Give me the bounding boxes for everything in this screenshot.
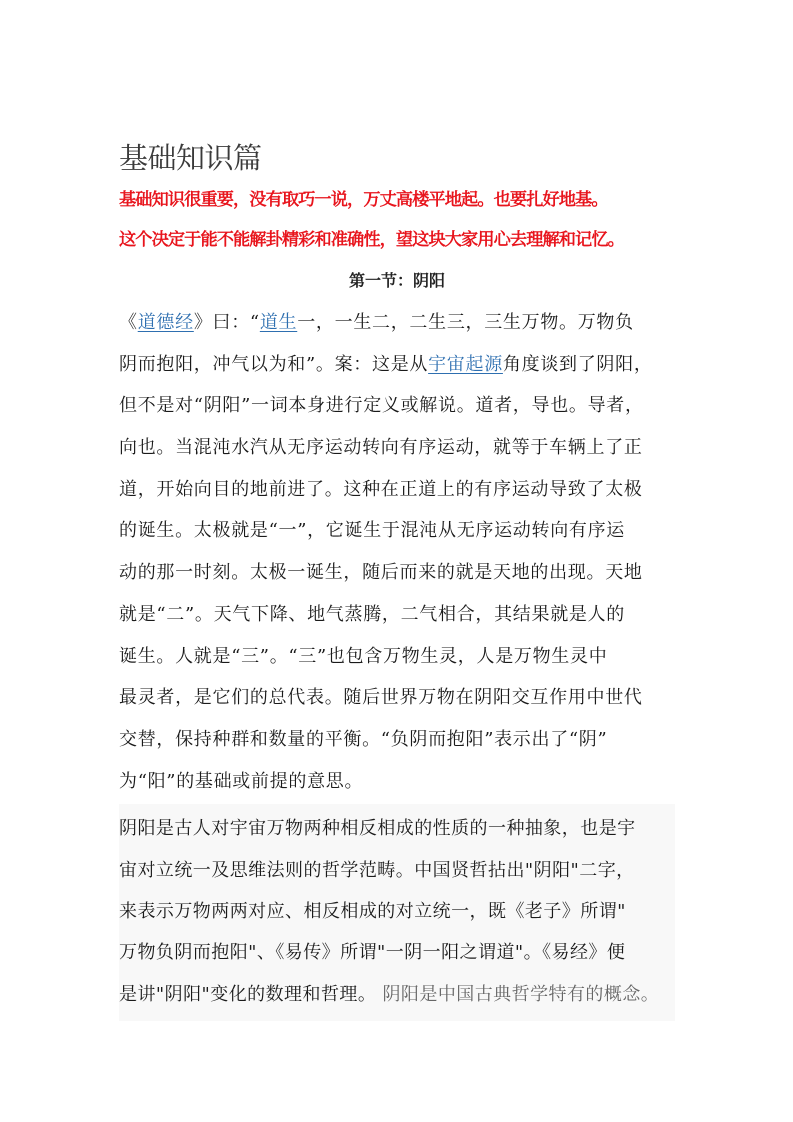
document-title: 基础知识篇 bbox=[119, 141, 262, 175]
text-fragment: 》曰：“ bbox=[193, 312, 260, 333]
paragraph-line: 但不是对“阴阳”一词本身进行定义或解说。道者，导也。导者， bbox=[119, 395, 644, 417]
paragraph-line: 道，开始向目的地前进了。这种在正道上的有序运动导致了太极 bbox=[119, 478, 643, 500]
paragraph-line: 交替，保持种群和数量的平衡。“负阴而抱阳”表示出了“阴” bbox=[119, 728, 608, 750]
intro-line-1: 基础知识很重要，没有取巧一说，万丈高楼平地起。也要扎好地基。 bbox=[119, 190, 608, 210]
text-fragment: 《 bbox=[119, 312, 138, 333]
paragraph-line: 阴阳是古人对宇宙万物两种相反相成的性质的一种抽象，也是宇 bbox=[119, 818, 636, 840]
paragraph-line: 万物负阴而抱阳"、《易传》所谓"一阴一阳之谓道"。《易经》便 bbox=[119, 942, 626, 964]
paragraph-line: 来表示万物两两对应、相反相成的对立统一，既《老子》所谓" bbox=[119, 901, 626, 923]
paragraph-line: 宙对立统一及思维法则的哲学范畴。中国贤哲拈出"阴阳"二字， bbox=[119, 859, 635, 881]
paragraph-line: 动的那一时刻。太极一诞生，随后而来的就是天地的出现。天地 bbox=[119, 562, 643, 584]
section-heading: 第一节：阴阳 bbox=[348, 271, 445, 290]
paragraph-line: 就是“二”。天气下降、地气蒸腾，二气相合，其结果就是人的 bbox=[119, 603, 626, 625]
paragraph-line: 向也。当混沌水汽从无序运动转向有序运动，就等于车辆上了正 bbox=[119, 437, 643, 459]
paragraph-line: 为“阳”的基础或前提的意思。 bbox=[119, 770, 364, 792]
paragraph-line bbox=[119, 302, 675, 344]
muted-text-fragment: 阴阳是中国古典哲学特有的概念。 bbox=[376, 983, 660, 1005]
text-fragment: 角度谈到了阴阳， bbox=[502, 353, 653, 375]
paragraph-daodejing bbox=[119, 302, 675, 802]
text-fragment: 阴而抱阳，冲气以为和”。案：这是从 bbox=[119, 353, 429, 375]
document-page bbox=[119, 136, 675, 1021]
link-daodejing[interactable]: 道德经 bbox=[137, 312, 194, 333]
paragraph-line: 诞生。人就是“三”。“三”也包含万物生灵，人是万物生灵中 bbox=[119, 645, 608, 667]
paragraph-line bbox=[119, 344, 675, 386]
paragraph-line: 最灵者，是它们的总代表。随后世界万物在阴阳交互作用中世代 bbox=[119, 687, 643, 709]
text-fragment: 一，一生二，二生三，三生万物。万物负 bbox=[297, 312, 634, 333]
intro-line-2: 这个决定于能不能解卦精彩和准确性，望这块大家用心去理解和记忆。 bbox=[119, 230, 624, 250]
paragraph-yinyang bbox=[119, 808, 675, 1015]
yinyang-definition-block bbox=[119, 804, 675, 1021]
paragraph-line bbox=[119, 974, 675, 1015]
text-fragment: 是讲"阴阳"变化的数理和哲理。 bbox=[119, 983, 377, 1005]
link-daosheng[interactable]: 道生 bbox=[259, 312, 298, 333]
link-universe-origin[interactable]: 宇宙起源 bbox=[428, 353, 503, 375]
paragraph-line: 的诞生。太极就是“一”，它诞生于混沌从无序运动转向有序运 bbox=[119, 520, 626, 542]
